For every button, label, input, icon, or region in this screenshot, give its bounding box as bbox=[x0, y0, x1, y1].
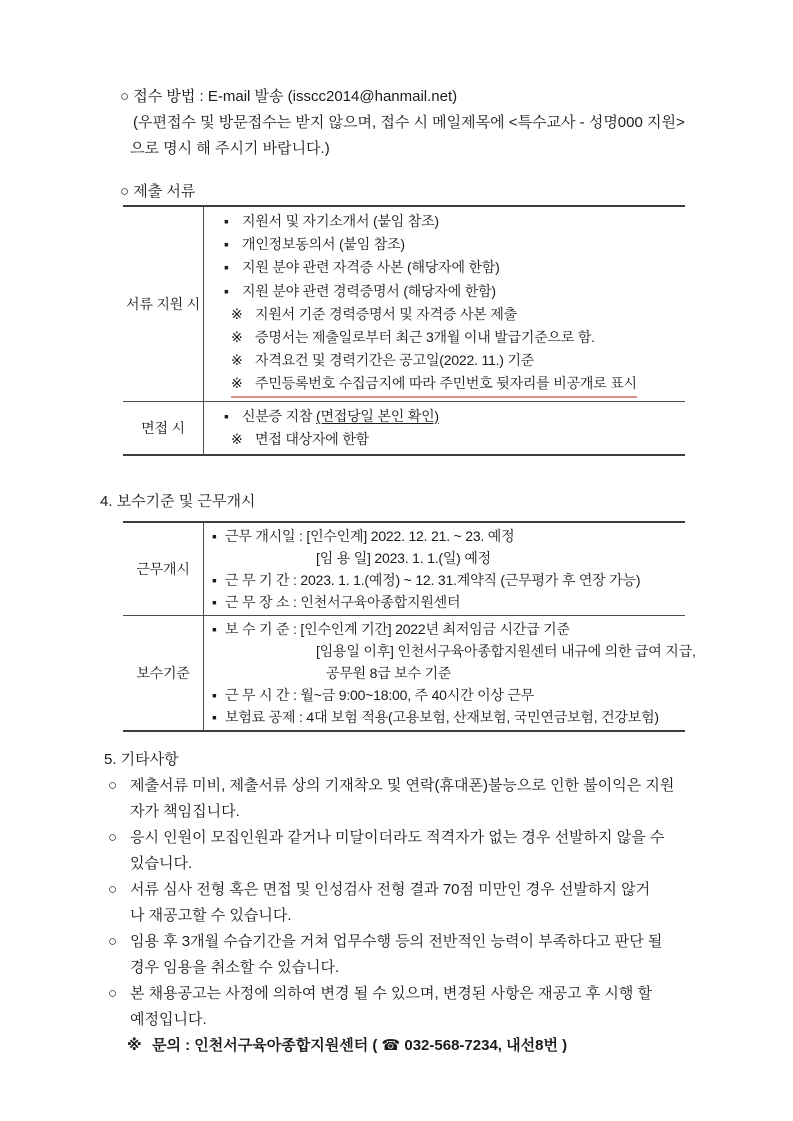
list-item bbox=[204, 706, 685, 728]
reference-mark-icon: ※ bbox=[231, 329, 243, 346]
list-item-continuation: 공무원 8급 보수 기준 bbox=[326, 665, 452, 681]
row-label-interview: 면접 시 bbox=[123, 402, 204, 454]
item-text: 제출서류 미비, 제출서류 상의 기재착오 및 연락(휴대폰)불능으로 인한 불이익은 지원 bbox=[130, 777, 675, 794]
underlined-text: (면접당일 본인 확인) bbox=[316, 407, 439, 424]
row-content-apply bbox=[204, 207, 685, 401]
section-4-heading: 4. 보수기준 및 근무개시 bbox=[100, 493, 256, 510]
reference-mark-icon: ※ bbox=[231, 352, 243, 369]
note-item-text: 면접 대상자에 한함 bbox=[255, 430, 369, 447]
list-item-text: 지원 분야 관련 경력증명서 (해당자에 한함) bbox=[242, 282, 496, 299]
table-row-interview bbox=[123, 401, 685, 454]
note-item-text: 지원서 기준 경력증명서 및 자격증 사본 제출 bbox=[255, 305, 517, 322]
row-content-work-start bbox=[204, 523, 685, 615]
list-item-text: 보험료 공제 : 4대 보험 적용(고용보험, 산재보험, 국민연금보험, 건강보험) bbox=[225, 709, 659, 725]
pay-workstart-table bbox=[123, 521, 696, 732]
item-text: 임용 후 3개월 수습기간을 거쳐 업무수행 등의 전반적인 능력이 부족하다고 판단 될 bbox=[130, 933, 663, 950]
square-bullet-icon: ▪ bbox=[212, 594, 217, 610]
list-item bbox=[204, 618, 685, 640]
list-item-text: 근 무 장 소 : 인천서구육아종합지원센터 bbox=[225, 594, 461, 610]
note-item bbox=[204, 349, 685, 372]
item-line-1 bbox=[104, 981, 710, 1007]
list-item bbox=[204, 569, 685, 591]
row-label-apply: 서류 지원 시 bbox=[123, 207, 204, 401]
list-item-text: 보 수 기 준 : [인수인계 기간] 2022년 최저임금 시간급 기준 bbox=[225, 621, 570, 637]
square-bullet-icon: ▪ bbox=[224, 282, 229, 299]
list-item-text: 개인정보동의서 (붙임 참조) bbox=[242, 236, 405, 253]
circle-bullet-icon: ○ bbox=[120, 88, 130, 105]
reception-method-text: 접수 방법 : E-mail 발송 (isscc2014@hanmail.net) bbox=[133, 88, 458, 105]
item-line-2: 자가 책임집니다. bbox=[130, 803, 240, 820]
list-item-continuation: [임용일 이후] 인천서구육아종합지원센터 내규에 의한 급여 지급, bbox=[316, 643, 696, 659]
list-item bbox=[204, 684, 685, 706]
row-label-work-start: 근무개시 bbox=[123, 523, 204, 615]
list-item bbox=[204, 280, 685, 303]
note-item bbox=[204, 428, 685, 451]
red-underlined-note bbox=[231, 372, 637, 397]
contact-line bbox=[104, 1033, 710, 1059]
table-row-pay bbox=[123, 615, 696, 730]
reception-method-line bbox=[120, 84, 685, 110]
circle-bullet-icon: ○ bbox=[108, 881, 118, 898]
circle-bullet-icon: ○ bbox=[108, 933, 118, 950]
submission-documents-table bbox=[123, 205, 685, 456]
item-line-1 bbox=[104, 773, 710, 799]
square-bullet-icon: ▪ bbox=[212, 687, 217, 703]
square-bullet-icon: ▪ bbox=[212, 572, 217, 588]
list-item-text: 지원 분야 관련 자격증 사본 (해당자에 한함) bbox=[242, 259, 500, 276]
square-bullet-icon: ▪ bbox=[212, 621, 217, 637]
row-content-pay bbox=[204, 616, 696, 730]
square-bullet-icon: ▪ bbox=[212, 528, 217, 544]
item-text: 응시 인원이 모집인원과 같거나 미달이더라도 적격자가 없는 경우 선발하지 않을 수 bbox=[130, 829, 665, 846]
list-item bbox=[104, 929, 710, 981]
contact-text: 문의 : 인천서구육아종합지원센터 ( ☎ 032-568-7234, 내선8번 ) bbox=[152, 1037, 568, 1054]
square-bullet-icon: ▪ bbox=[212, 709, 217, 725]
note-item bbox=[204, 326, 685, 349]
note-item-text: 주민등록번호 수집금지에 따라 주민번호 뒷자리를 비공개로 표시 bbox=[255, 375, 637, 392]
list-item bbox=[204, 256, 685, 279]
section-5-heading: 5. 기타사항 bbox=[104, 751, 179, 768]
square-bullet-icon: ▪ bbox=[224, 259, 229, 276]
circle-bullet-icon: ○ bbox=[108, 777, 118, 794]
list-item-text: 근 무 시 간 : 월~금 9:00~18:00, 주 40시간 이상 근무 bbox=[225, 687, 535, 703]
row-content-interview bbox=[204, 402, 685, 454]
item-line-2: 예정입니다. bbox=[130, 1011, 207, 1028]
item-line-1 bbox=[104, 929, 710, 955]
row-label-pay: 보수기준 bbox=[123, 616, 204, 730]
list-item bbox=[104, 825, 710, 877]
list-item bbox=[204, 210, 685, 233]
circle-bullet-icon: ○ bbox=[120, 183, 130, 200]
item-line-1 bbox=[104, 877, 710, 903]
reception-note-line-1: (우편접수 및 방문접수는 받지 않으며, 접수 시 메일제목에 <특수교사 - 성명000 지원> bbox=[133, 114, 685, 131]
list-item bbox=[104, 773, 710, 825]
list-item-text: 지원서 및 자기소개서 (붙임 참조) bbox=[242, 213, 439, 229]
list-item bbox=[204, 591, 685, 613]
circle-bullet-icon: ○ bbox=[108, 829, 118, 846]
square-bullet-icon: ▪ bbox=[224, 236, 229, 253]
reception-method-block bbox=[120, 84, 685, 162]
square-bullet-icon: ▪ bbox=[224, 213, 229, 229]
submission-documents-heading bbox=[120, 180, 195, 201]
reference-mark-icon: ※ bbox=[127, 1037, 142, 1054]
note-item-text: 자격요건 및 경력기간은 공고일(2022. 11.) 기준 bbox=[255, 352, 535, 369]
reception-note-line-2: 으로 명시 해 주시기 바랍니다.) bbox=[130, 140, 330, 157]
list-item bbox=[204, 405, 685, 428]
note-item-privacy bbox=[204, 372, 685, 397]
item-text: 서류 심사 전형 혹은 면접 및 인성검사 전형 결과 70점 미만인 경우 선발하지 않거 bbox=[130, 881, 651, 898]
item-line-2: 있습니다. bbox=[130, 855, 193, 872]
reference-mark-icon: ※ bbox=[231, 375, 243, 392]
reference-mark-icon: ※ bbox=[231, 305, 243, 322]
list-item bbox=[204, 233, 685, 256]
item-text: 본 채용공고는 사정에 의하여 변경 될 수 있으며, 변경된 사항은 재공고 후 시행 할 bbox=[130, 985, 653, 1002]
square-bullet-icon: ▪ bbox=[224, 407, 229, 424]
list-item-text: 신분증 지참 bbox=[242, 407, 316, 424]
list-item-continuation: [임 용 일] 2023. 1. 1.(일) 예정 bbox=[316, 550, 491, 566]
submission-documents-heading-text: 제출 서류 bbox=[133, 183, 196, 200]
item-line-1 bbox=[104, 825, 710, 851]
table-row-work-start bbox=[123, 523, 685, 615]
list-item bbox=[204, 525, 685, 547]
table-row-apply-documents bbox=[123, 207, 685, 401]
list-item-text: 근 무 기 간 : 2023. 1. 1.(예정) ~ 12. 31.계약직 (근무평가 후 연장 가능) bbox=[225, 572, 641, 588]
circle-bullet-icon: ○ bbox=[108, 985, 118, 1002]
list-item bbox=[104, 877, 710, 929]
reference-mark-icon: ※ bbox=[231, 430, 243, 447]
list-item-text: 근무 개시일 : [인수인계] 2022. 12. 21. ~ 23. 예정 bbox=[225, 528, 515, 544]
section-5-others bbox=[104, 747, 710, 1059]
item-line-2: 경우 임용을 취소할 수 있습니다. bbox=[130, 959, 340, 976]
note-item-text: 증명서는 제출일로부터 최근 3개월 이내 발급기준으로 함. bbox=[255, 329, 595, 346]
list-item bbox=[104, 981, 710, 1033]
note-item bbox=[204, 303, 685, 326]
item-line-2: 나 재공고할 수 있습니다. bbox=[130, 907, 292, 924]
